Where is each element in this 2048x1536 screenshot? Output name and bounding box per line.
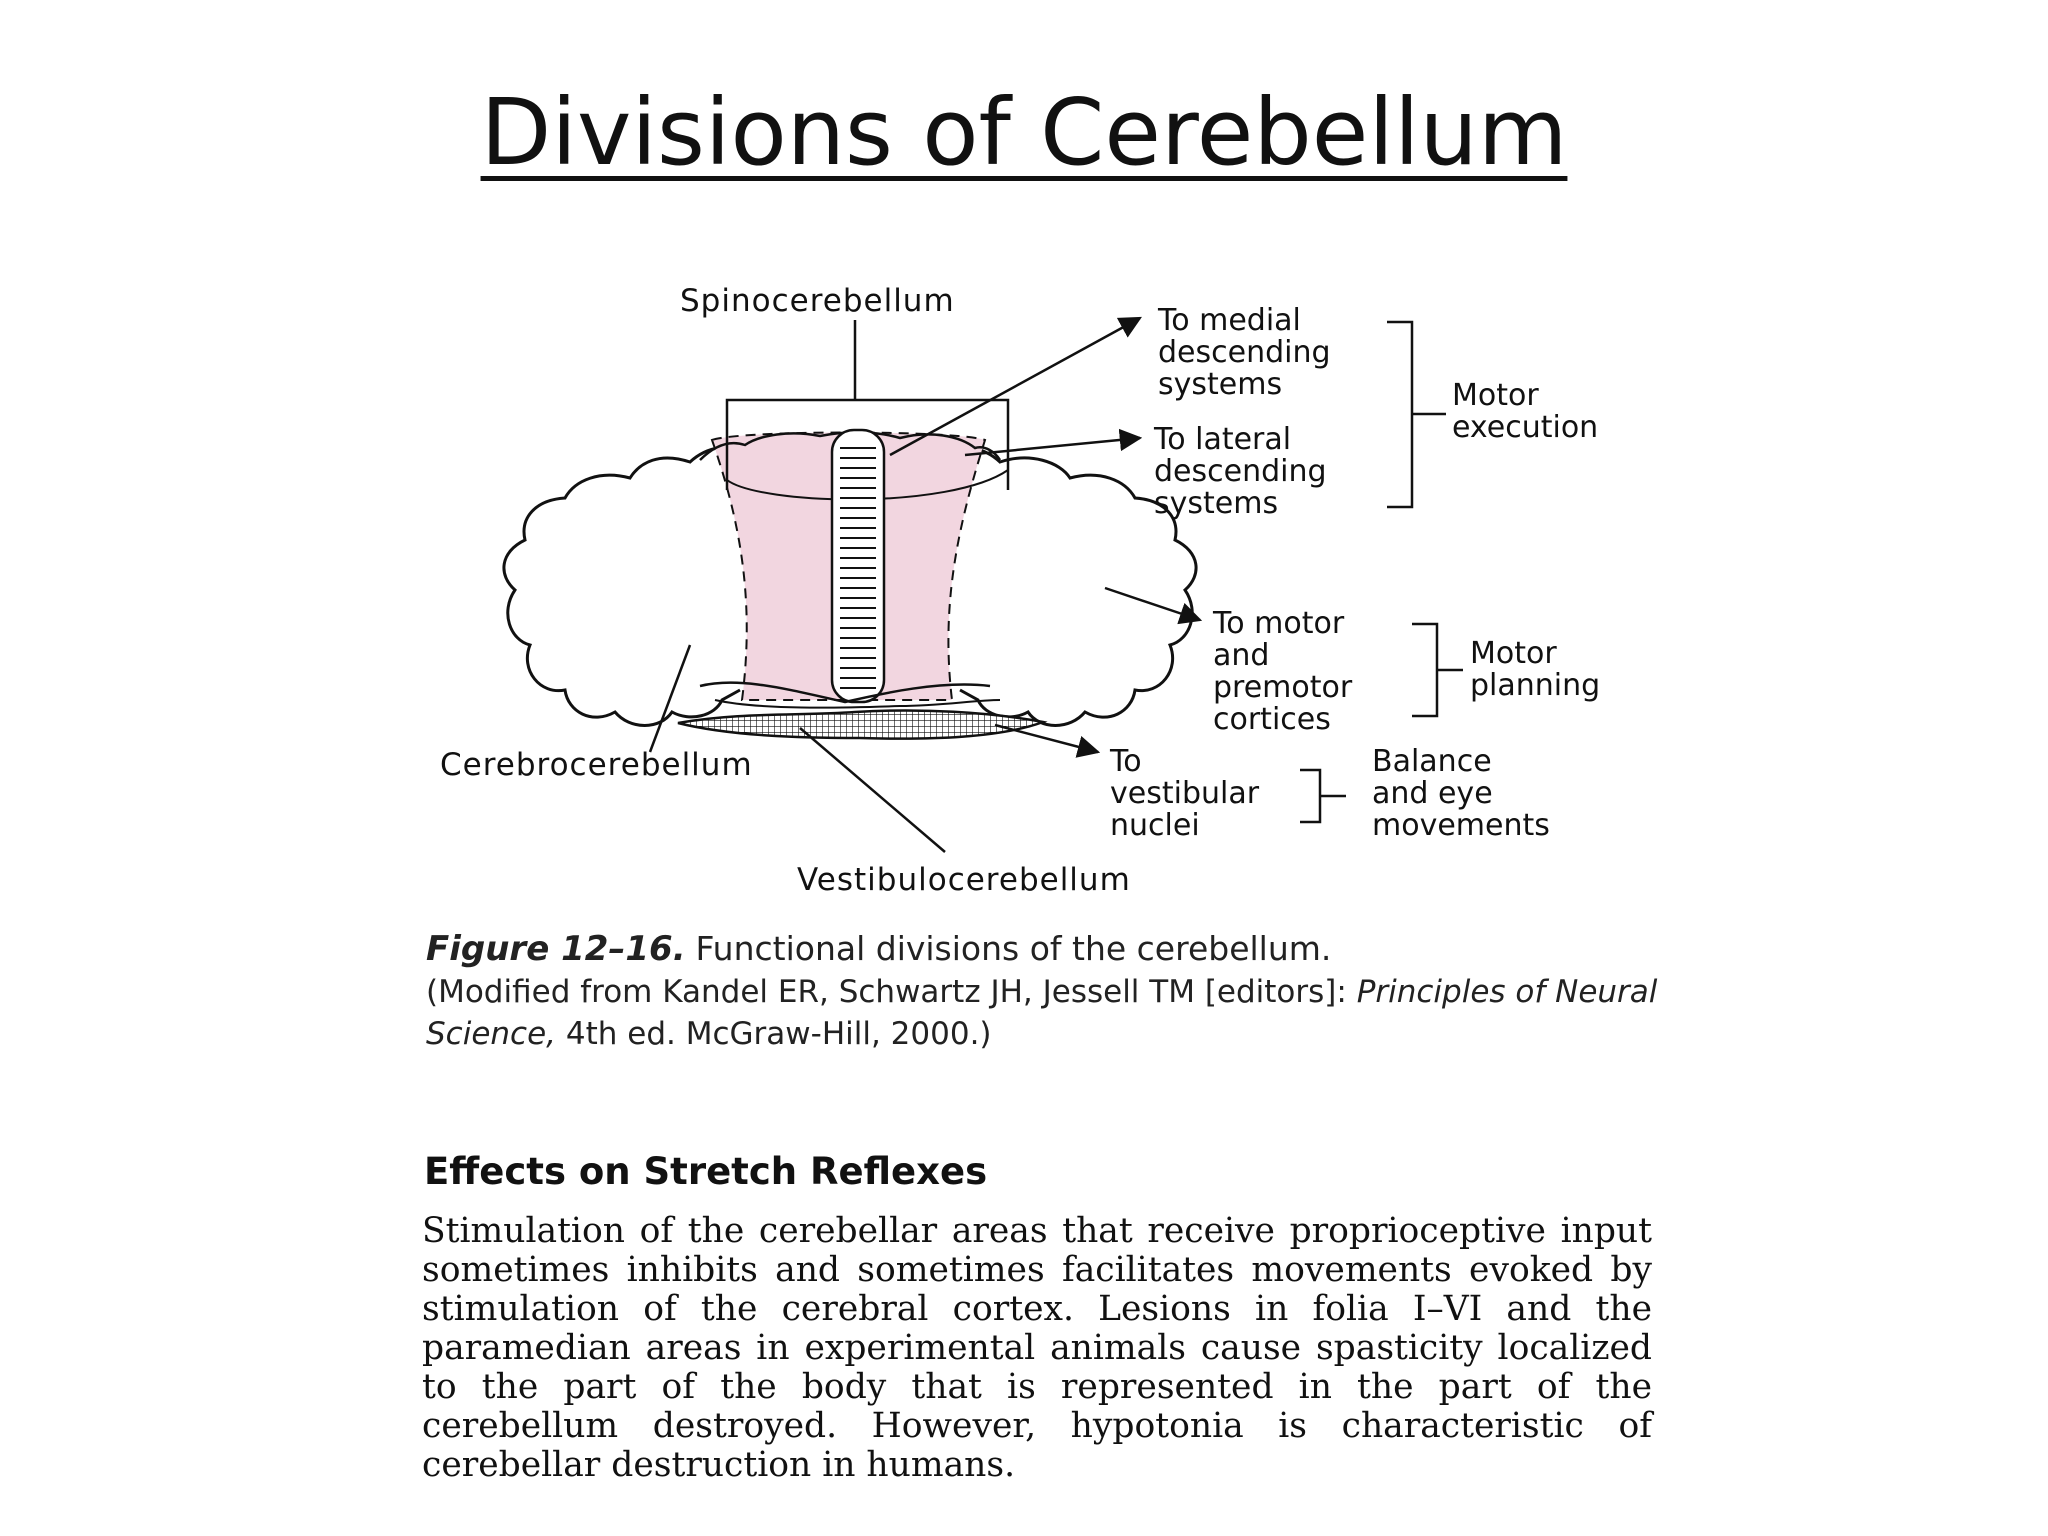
target-motor-cortices [1212, 606, 1353, 737]
svg-text:and eye: and eye [1372, 776, 1493, 811]
cerebrocerebellum-label: Cerebrocerebellum [440, 747, 753, 783]
svg-text:execution: execution [1452, 410, 1599, 445]
svg-text:systems: systems [1158, 367, 1283, 402]
svg-text:premotor: premotor [1213, 670, 1353, 705]
target-lateral-descending [1153, 422, 1327, 521]
vestibulocerebellum-label: Vestibulocerebellum [797, 862, 1131, 898]
svg-text:cortices: cortices [1213, 702, 1331, 737]
svg-text:To: To [1110, 744, 1142, 779]
svg-text:and: and [1213, 638, 1270, 673]
citation-after: 4th ed. McGraw-Hill, 2000.) [556, 1016, 992, 1052]
citation-book: Principles of Neural Science, [426, 974, 1658, 1052]
figure-caption [426, 928, 1666, 1055]
spinocerebellum-label: Spinocerebellum [680, 283, 955, 319]
svg-text:planning: planning [1470, 668, 1601, 703]
svg-text:To lateral: To lateral [1154, 422, 1292, 457]
svg-text:nuclei: nuclei [1110, 808, 1200, 843]
slide-title: Divisions of Cerebellum [480, 79, 1568, 186]
vestibulocerebellum-region [678, 710, 1043, 738]
function-motor-planning [1470, 636, 1600, 703]
figure-label: Figure 12–16. [426, 929, 686, 969]
svg-text:systems: systems [1154, 486, 1279, 521]
figure-title: Functional divisions of the cerebellum. [695, 929, 1332, 968]
section-body: Stimulation of the cerebellar areas that receive proprioceptive input sometimes inhibits and sometimes facilitates movements evoked by stimulation of the cerebral cortex. Lesions in folia I–VI and the paramedian areas in experimental animals cause spasticity localized to the part of the body that is represented in the part of the cerebellum destroyed. However, hypotonia is characteristic of cerebellar destruction in humans. [422, 1211, 1652, 1485]
section-heading: Effects on Stretch Reflexes [424, 1150, 988, 1193]
function-balance-eye [1372, 744, 1550, 843]
svg-text:Motor: Motor [1452, 378, 1539, 413]
svg-text:descending: descending [1154, 454, 1327, 489]
svg-text:vestibular: vestibular [1110, 776, 1260, 811]
citation-before: (Modified from Kandel ER, Schwartz JH, Jessell TM [editors]: [426, 974, 1357, 1010]
svg-text:To medial: To medial [1158, 303, 1301, 338]
function-motor-execution [1452, 378, 1598, 445]
svg-text:Balance: Balance [1372, 744, 1492, 779]
target-medial-descending [1157, 303, 1331, 402]
svg-text:To motor: To motor [1213, 606, 1345, 641]
target-vestibular-nuclei [1109, 744, 1260, 843]
svg-text:descending: descending [1158, 335, 1331, 370]
svg-text:Motor: Motor [1470, 636, 1557, 671]
svg-text:movements: movements [1372, 808, 1550, 843]
